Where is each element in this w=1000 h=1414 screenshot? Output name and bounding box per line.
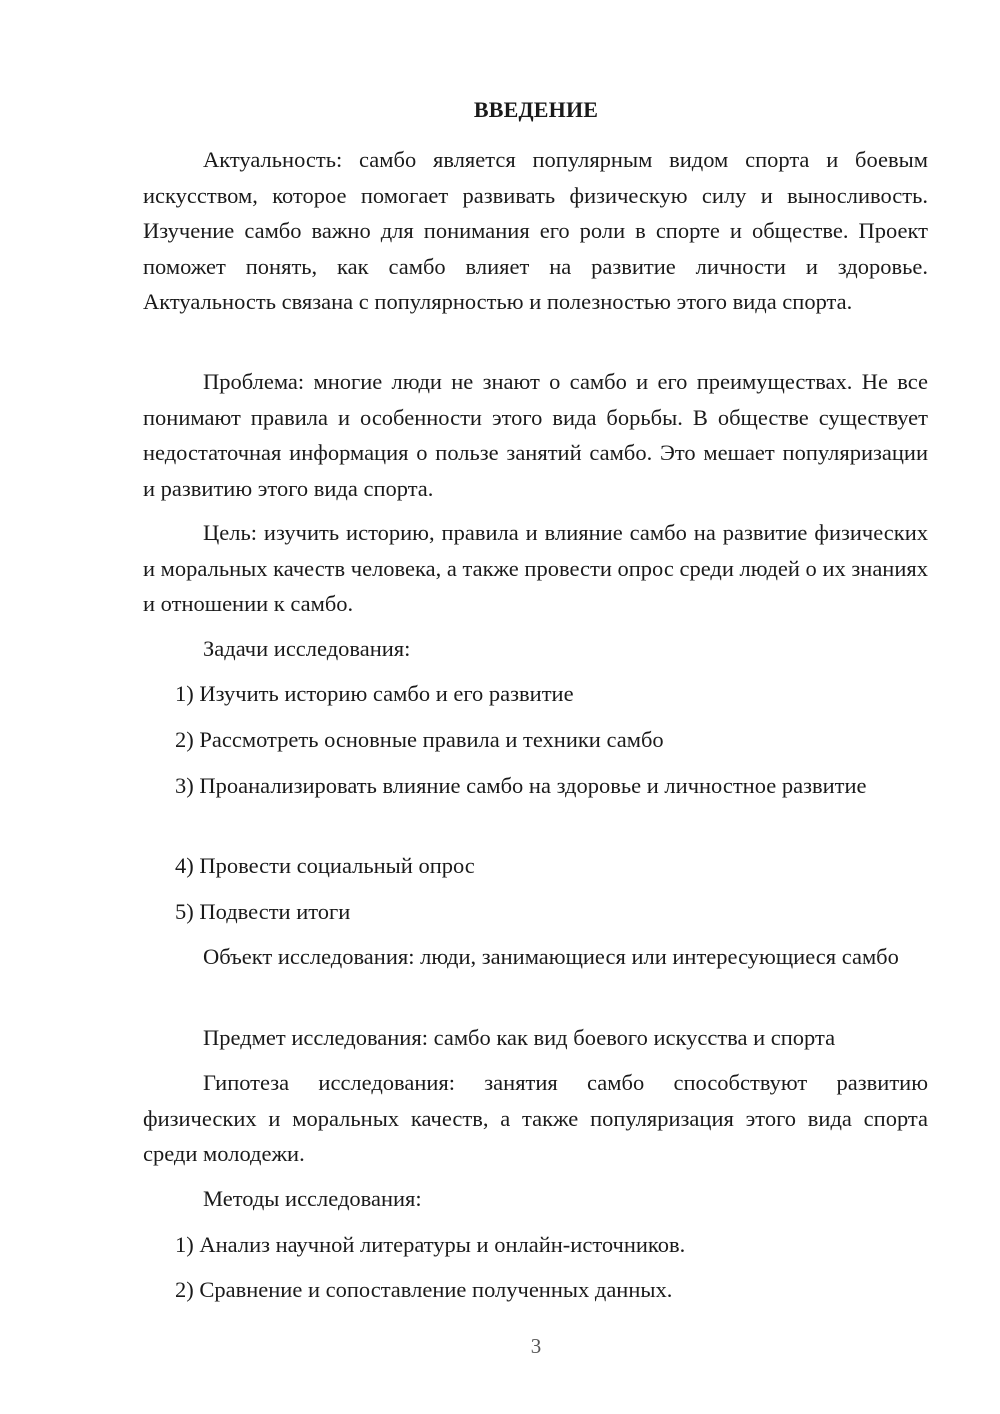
method-item: 1) Анализ научной литературы и онлайн-источников. xyxy=(175,1232,686,1257)
paragraph-goal: Цель: изучить историю, правила и влияние самбо на развитие физических и моральных качеств человека, а также провести опрос среди людей о их знаниях и отношении к самбо. xyxy=(143,520,928,616)
task-item: 1) Изучить историю самбо и его развитие xyxy=(175,681,574,706)
paragraph-hypothesis: Гипотеза исследования: занятия самбо способствуют развитию физических и моральных качеств, а также популяризация этого вида спорта среди молодежи. xyxy=(143,1070,928,1166)
paragraph-object: Объект исследования: люди, занимающиеся или интересующиеся самбо xyxy=(203,944,899,969)
paragraph-relevance: Актуальность: самбо является популярным видом спорта и боевым искусством, которое помогает развивать физическую силу и выносливость. Изучение самбо важно для понимания его роли в спорте и обществе. Проект поможет понять, как самбо влияет на развитие личности и здоровье. Актуальность связана с популярностью и полезностью этого вида спорта. xyxy=(143,147,928,314)
methods-heading: Методы исследования: xyxy=(203,1186,422,1211)
task-item: 4) Провести социальный опрос xyxy=(175,853,475,878)
task-item: 3) Проанализировать влияние самбо на здоровье и личностное развитие xyxy=(175,773,867,798)
paragraph-problem: Проблема: многие люди не знают о самбо и его преимуществах. Не все понимают правила и особенности этого вида борьбы. В обществе существует недостаточная информация о пользе занятий самбо. Это мешает популяризации и развитию этого вида спорта. xyxy=(143,369,928,501)
page-title: ВВЕДЕНИЕ xyxy=(473,97,599,122)
task-item: 5) Подвести итоги xyxy=(175,899,351,924)
task-item: 2) Рассмотреть основные правила и техники самбо xyxy=(175,727,664,752)
page-number: 3 xyxy=(530,1334,542,1358)
method-item: 2) Сравнение и сопоставление полученных данных. xyxy=(175,1277,673,1302)
paragraph-subject: Предмет исследования: самбо как вид боевого искусства и спорта xyxy=(203,1025,836,1050)
tasks-heading: Задачи исследования: xyxy=(203,636,411,661)
